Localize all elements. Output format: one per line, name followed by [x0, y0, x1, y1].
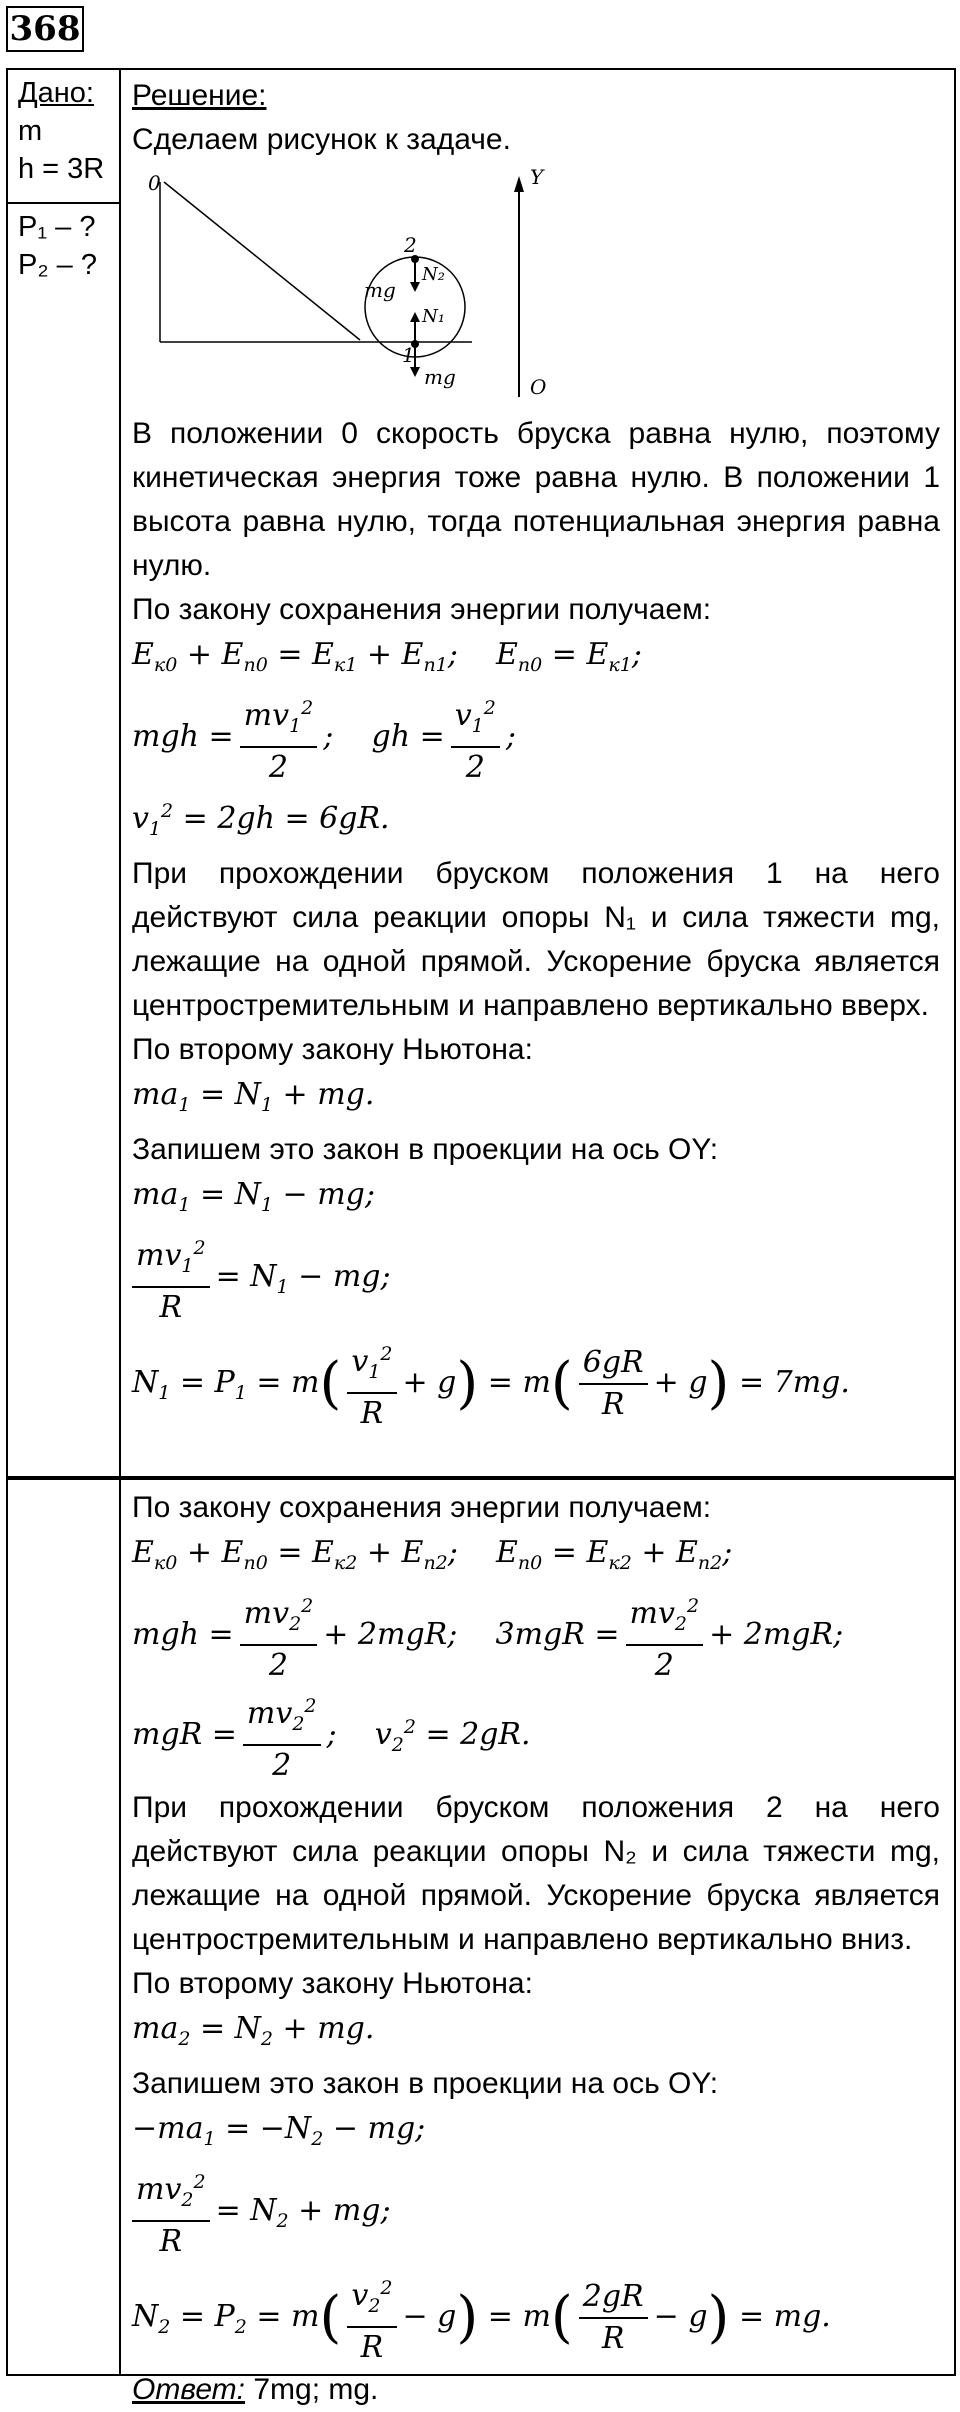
label-pos0: 0 — [148, 171, 161, 195]
answer-line — [132, 2368, 940, 2412]
equation-newton-2: $ma_2 = N_2$ + mg. — [132, 2011, 375, 2050]
answer-value: 7mg; mg. — [253, 2373, 379, 2406]
paragraph: При прохождении бруском положения 1 на него действуют сила реакции опоры N₁ и сила тяжести mg, лежащие на одной прямой. Ускорение бруска является центростремительным и направлено вертикально вверх. — [132, 857, 940, 1022]
equation-energy-conservation-1: $E_{к0} + E_{п0} = E_{к1} + E_{п1}$; $E_{п0} = E_{к1}$; — [132, 637, 642, 676]
label-axis-o: O — [530, 375, 547, 399]
find-item: P₁ – ? — [18, 211, 96, 243]
label-mg-top: mg — [364, 278, 396, 302]
equation-mgh: mgh = $\frac{mv_1^2}{2}$ ; gh = $\frac{v_1^2}{2}$ ; — [132, 688, 940, 788]
equation-centripetal-1: $\frac{mv_1^2}{R}$ = $N_1$ − mg; — [132, 1228, 940, 1328]
equation-centripetal-2: $\frac{mv_2^2}{R}$ = $N_2$ + mg; — [132, 2162, 940, 2262]
n1-arrowhead — [410, 312, 420, 322]
slope-line — [164, 182, 360, 340]
label-pos2: 2 — [404, 233, 417, 257]
equation-newton-1: $ma_1 = N_1$ + mg. — [132, 1077, 375, 1116]
equation-n2-result: $N_2 = P_2 = m$( $\frac{v_2^2}{R}$ − g) = m( $\frac{2gR}{R}$ − g) = mg. — [132, 2268, 940, 2368]
label-axis-y: Y — [530, 165, 544, 189]
given-item: h = 3R — [18, 153, 105, 185]
label-pos1: 1 — [402, 343, 415, 367]
y-axis-arrowhead — [514, 176, 524, 192]
given-item: m — [18, 115, 43, 147]
paragraph: Запишем это закон в проекции на ось OY: — [132, 1133, 719, 1166]
mg-top-arrowhead — [410, 282, 420, 292]
paragraph: В положении 0 скорость бруска равна нулю, поэтому кинетическая энергия тоже равна нулю. В положении 1 высота равна нулю, тогда потенциальная энергия равна нулю. — [132, 417, 940, 582]
problem-number: 368 — [6, 6, 84, 52]
find-block — [18, 208, 97, 284]
paragraph: При прохождении бруском положения 2 на него действуют сила реакции опоры N₂ и сила тяжести mg, лежащие на одной прямой. Ускорение бруска является центростремительным и направлено вертикально вниз. — [132, 1791, 940, 1956]
equation-n1-result: $N_1 = P_1 = m$( $\frac{v_1^2}{R}$ + g) = m( $\frac{6gR}{R}$ + g) = 7mg. — [132, 1334, 940, 1434]
column-divider — [119, 1480, 121, 2374]
label-n1: N₁ — [422, 306, 445, 327]
equation-projection-1: $ma_1 = N_1$ − mg; — [132, 1177, 375, 1216]
column-divider — [119, 70, 121, 1476]
solution-table-part2 — [6, 1478, 956, 2406]
solution-content — [132, 74, 940, 1434]
label-n2: N₂ — [422, 264, 445, 285]
given-separator — [8, 202, 119, 204]
solution-content-continued — [132, 1486, 940, 2412]
equation-projection-2: $-ma_1 = -N_2$ − mg; — [132, 2111, 426, 2150]
label-mg-bottom: mg — [424, 365, 456, 389]
solution-header: Решение: — [132, 79, 267, 112]
paragraph: По второму закону Ньютона: — [132, 1033, 533, 1066]
answer-label: Ответ: — [132, 2373, 245, 2406]
mg-bottom-arrowhead — [410, 367, 420, 377]
paragraph: По второму закону Ньютона: — [132, 1967, 533, 2000]
physics-figure — [132, 162, 552, 412]
given-header: Дано: — [18, 77, 94, 109]
paragraph: Запишем это закон в проекции на ось OY: — [132, 2067, 719, 2100]
paragraph: По закону сохранения энергии получаем: — [132, 593, 712, 626]
solution-table-part1 — [6, 68, 956, 1478]
paragraph: По закону сохранения энергии получаем: — [132, 1491, 712, 1524]
equation-mgh-2: mgh = $\frac{mv_2^2}{2}$ + 2mgR; 3mgR = $\frac{mv_2^2}{2}$ + 2mgR; — [132, 1586, 940, 1686]
given-block — [18, 74, 104, 188]
equation-mgr: mgR = $\frac{mv_2^2}{2}$ ; $v_2^2 = 2gR$. — [132, 1686, 940, 1786]
equation-v1-squared: $v_1^2 = 2gh = 6gR$. — [132, 800, 390, 840]
find-item: P₂ – ? — [18, 249, 97, 281]
solution-intro: Сделаем рисунок к задаче. — [132, 123, 511, 156]
equation-energy-conservation-2: $E_{к0} + E_{п0} = E_{к2} + E_{п2}$; $E_{п0} = E_{к2} + E_{п2}$; — [132, 1535, 733, 1574]
